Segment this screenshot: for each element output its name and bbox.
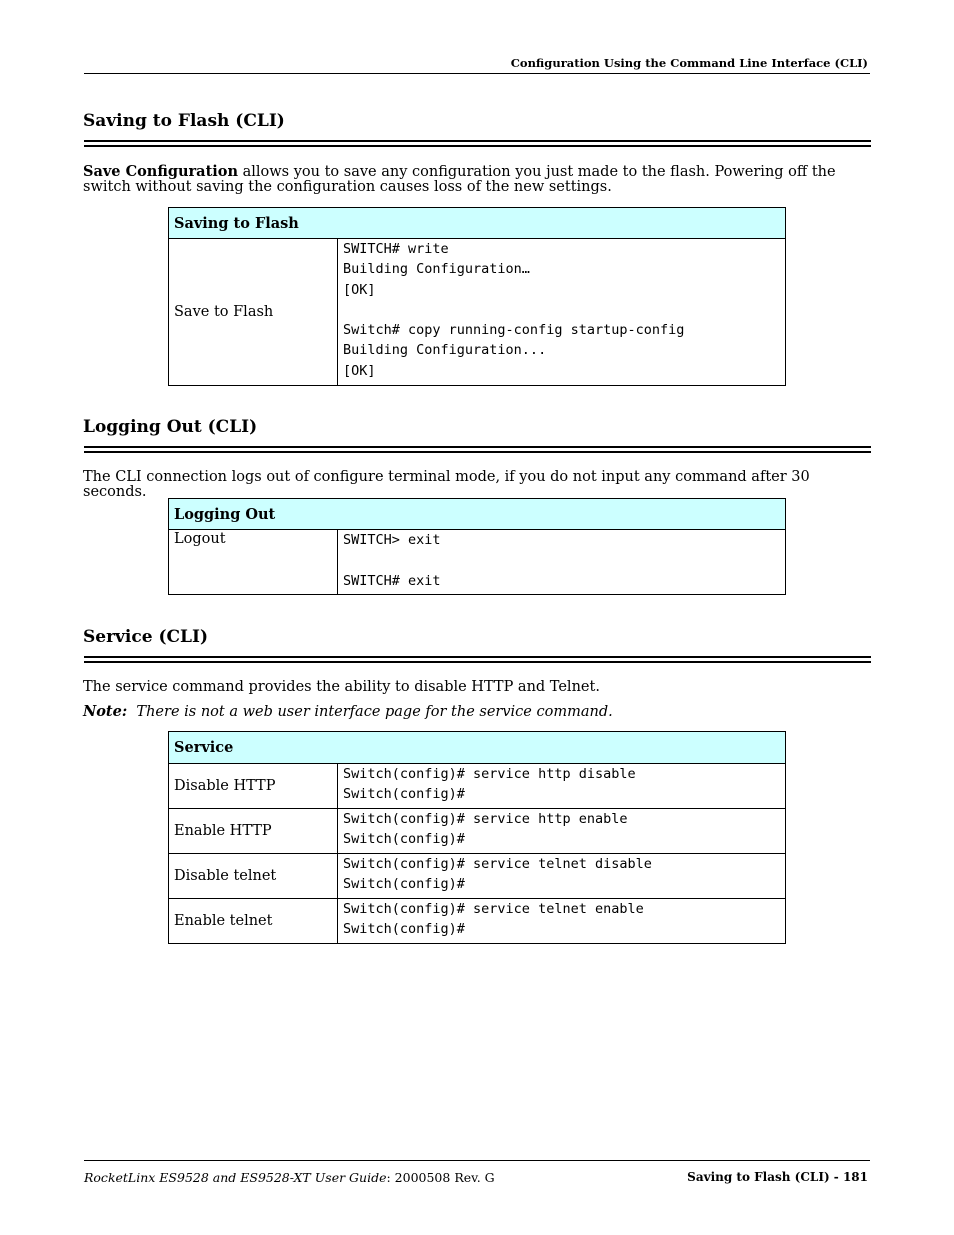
saving-table-header: Saving to Flash bbox=[169, 208, 786, 239]
code-line: Switch(config)# bbox=[343, 921, 465, 938]
service-row-label: Disable telnet bbox=[169, 854, 338, 899]
footer-guide-name: RocketLinx ES9528 and ES9528-XT User Guide bbox=[84, 1170, 387, 1185]
code-line bbox=[343, 550, 780, 570]
saving-table-code bbox=[338, 239, 786, 386]
saving-table-label: Save to Flash bbox=[169, 239, 338, 386]
heading-rule-logout bbox=[84, 446, 871, 453]
code-line: SWITCH# exit bbox=[343, 572, 441, 589]
note-label: Note: bbox=[83, 703, 128, 720]
code-line: Switch(config)# bbox=[343, 876, 465, 893]
logout-table-code bbox=[338, 530, 786, 595]
code-line: SWITCH> exit bbox=[343, 532, 441, 548]
service-row-label: Enable HTTP bbox=[169, 809, 338, 854]
logout-paragraph: The CLI connection logs out of configure terminal mode, if you do not input any command after 30 seconds. bbox=[83, 469, 810, 500]
service-row-code bbox=[338, 764, 786, 809]
service-table bbox=[168, 731, 786, 944]
saving-paragraph-bold: Save Configuration bbox=[83, 163, 238, 180]
service-row-label: Enable telnet bbox=[169, 899, 338, 944]
service-table-header: Service bbox=[169, 732, 786, 764]
code-line: Building Configuration… bbox=[343, 261, 530, 278]
footer-rule bbox=[84, 1160, 870, 1161]
code-line bbox=[343, 300, 780, 320]
code-line: Switch(config)# service http disable bbox=[343, 766, 636, 782]
note-text: There is not a web user interface page for the service command. bbox=[136, 704, 613, 720]
footer-document-title bbox=[84, 1170, 495, 1185]
service-note bbox=[83, 704, 873, 720]
logout-table-label: Logout bbox=[169, 530, 338, 595]
saving-table bbox=[168, 207, 786, 386]
code-line: Switch(config)# service telnet enable bbox=[343, 901, 644, 917]
saving-paragraph-text: allows you to save any configuration you just made to the flash. Powering off the switch without saving the configuration causes loss of the new settings. bbox=[83, 164, 836, 195]
section-heading-saving: Saving to Flash (CLI) bbox=[83, 111, 285, 131]
logout-table-header: Logging Out bbox=[169, 499, 786, 530]
code-line: Switch(config)# service http enable bbox=[343, 811, 628, 827]
footer-revision: : 2000508 Rev. G bbox=[386, 1170, 495, 1185]
running-header: Configuration Using the Command Line Interface (CLI) bbox=[510, 56, 868, 70]
service-row-code bbox=[338, 809, 786, 854]
saving-paragraph bbox=[83, 164, 873, 195]
header-rule bbox=[84, 73, 870, 74]
service-row-code bbox=[338, 854, 786, 899]
code-line: Switch(config)# service telnet disable bbox=[343, 856, 652, 872]
heading-rule-saving bbox=[84, 140, 871, 147]
footer-page-label: Saving to Flash (CLI) - 181 bbox=[687, 1170, 868, 1184]
code-line: Switch(config)# bbox=[343, 786, 465, 803]
section-heading-logout: Logging Out (CLI) bbox=[83, 417, 258, 437]
heading-rule-service bbox=[84, 656, 871, 663]
code-line: Switch# copy running-config startup-config bbox=[343, 322, 685, 339]
service-row-label: Disable HTTP bbox=[169, 764, 338, 809]
code-line: [OK] bbox=[343, 362, 376, 379]
logout-table bbox=[168, 498, 786, 595]
code-line: [OK] bbox=[343, 281, 376, 298]
service-row-code bbox=[338, 899, 786, 944]
code-line: Switch(config)# bbox=[343, 831, 465, 848]
code-line: SWITCH# write bbox=[343, 241, 449, 257]
code-line: Building Configuration... bbox=[343, 342, 547, 359]
service-paragraph: The service command provides the ability to disable HTTP and Telnet. bbox=[83, 679, 600, 695]
section-heading-service: Service (CLI) bbox=[83, 627, 208, 647]
